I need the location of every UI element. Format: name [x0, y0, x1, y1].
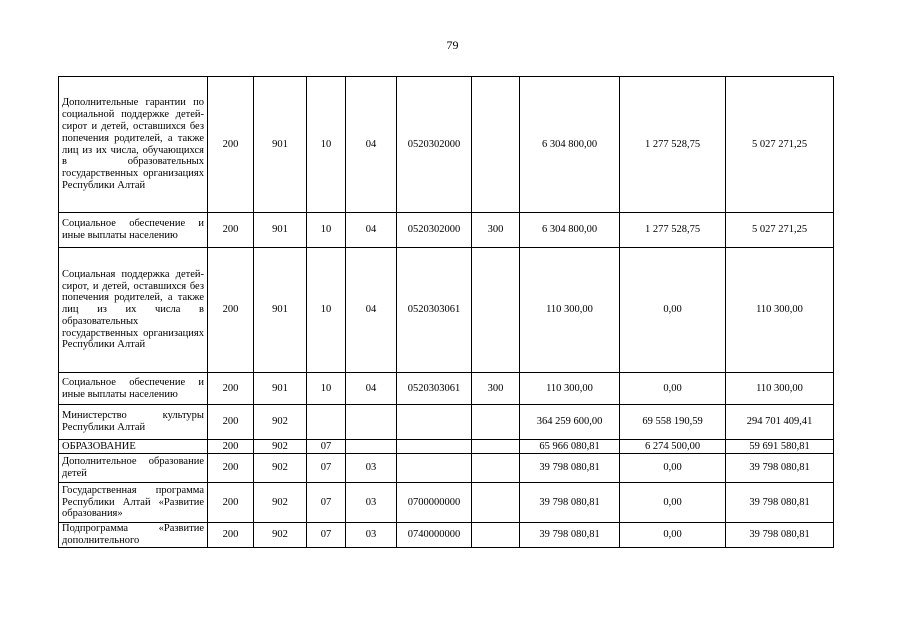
cell-section: 07: [307, 454, 346, 483]
cell-expense: [472, 405, 520, 440]
cell-ministry: 902: [254, 483, 307, 523]
cell-ministry: 902: [254, 440, 307, 454]
cell-expense: [472, 483, 520, 523]
cell-target: 0520303061: [397, 373, 472, 405]
cell-subsection: 04: [346, 248, 397, 373]
cell-planned: 110 300,00: [520, 373, 620, 405]
cell-remaining: 5 027 271,25: [726, 77, 834, 213]
cell-expense: [472, 440, 520, 454]
cell-code: 200: [208, 440, 254, 454]
cell-ministry: 901: [254, 213, 307, 248]
cell-code: 200: [208, 483, 254, 523]
cell-section: 10: [307, 373, 346, 405]
cell-name: Государственная программа Республики Алтай «Развитие образования»: [59, 483, 208, 523]
cell-expense: 300: [472, 373, 520, 405]
cell-target: [397, 405, 472, 440]
cell-section: 10: [307, 77, 346, 213]
table-row: [59, 405, 834, 440]
page-number: 79: [446, 38, 459, 52]
cell-section: 10: [307, 213, 346, 248]
cell-executed: 1 277 528,75: [620, 77, 726, 213]
cell-expense: [472, 523, 520, 548]
cell-code: 200: [208, 405, 254, 440]
cell-subsection: [346, 440, 397, 454]
cell-expense: [472, 77, 520, 213]
cell-code: 200: [208, 77, 254, 213]
cell-subsection: [346, 405, 397, 440]
cell-subsection: 03: [346, 454, 397, 483]
cell-name: Дополнительное образование детей: [59, 454, 208, 483]
table-row: [59, 454, 834, 483]
cell-executed: 6 274 500,00: [620, 440, 726, 454]
cell-section: 07: [307, 483, 346, 523]
cell-target: 0700000000: [397, 483, 472, 523]
cell-executed: 0,00: [620, 373, 726, 405]
cell-subsection: 03: [346, 483, 397, 523]
cell-planned: 39 798 080,81: [520, 454, 620, 483]
cell-name: Социальное обеспечение и иные выплаты населению: [59, 373, 208, 405]
cell-subsection: 04: [346, 77, 397, 213]
cell-subsection: 03: [346, 523, 397, 548]
cell-code: 200: [208, 248, 254, 373]
table-row: [59, 483, 834, 523]
cell-section: [307, 405, 346, 440]
cell-remaining: 59 691 580,81: [726, 440, 834, 454]
budget-table: [58, 76, 834, 548]
table-row: [59, 373, 834, 405]
cell-target: [397, 440, 472, 454]
cell-planned: 39 798 080,81: [520, 483, 620, 523]
cell-planned: 6 304 800,00: [520, 213, 620, 248]
cell-remaining: 110 300,00: [726, 248, 834, 373]
cell-executed: 0,00: [620, 483, 726, 523]
cell-ministry: 901: [254, 248, 307, 373]
cell-name: Социальная поддержка детей-сирот, и детей, оставшихся без попечения родителей, а также лиц из их числа в образовательных государственных организациях Республики Алтай: [59, 248, 208, 373]
cell-planned: 39 798 080,81: [520, 523, 620, 548]
cell-remaining: 294 701 409,41: [726, 405, 834, 440]
cell-code: 200: [208, 213, 254, 248]
cell-code: 200: [208, 373, 254, 405]
cell-expense: 300: [472, 213, 520, 248]
cell-remaining: 5 027 271,25: [726, 213, 834, 248]
table-row: [59, 440, 834, 454]
cell-section: 07: [307, 440, 346, 454]
cell-target: [397, 454, 472, 483]
table-row: [59, 248, 834, 373]
table-row: [59, 523, 834, 548]
cell-subsection: 04: [346, 213, 397, 248]
cell-ministry: 902: [254, 523, 307, 548]
cell-planned: 110 300,00: [520, 248, 620, 373]
cell-section: 07: [307, 523, 346, 548]
cell-target: 0740000000: [397, 523, 472, 548]
cell-executed: 0,00: [620, 248, 726, 373]
cell-name: ОБРАЗОВАНИЕ: [59, 440, 208, 454]
cell-ministry: 901: [254, 77, 307, 213]
cell-remaining: 39 798 080,81: [726, 454, 834, 483]
cell-target: 0520303061: [397, 248, 472, 373]
cell-remaining: 39 798 080,81: [726, 483, 834, 523]
cell-ministry: 902: [254, 454, 307, 483]
cell-name: Министерство культуры Республики Алтай: [59, 405, 208, 440]
cell-executed: 0,00: [620, 523, 726, 548]
cell-ministry: 901: [254, 373, 307, 405]
cell-ministry: 902: [254, 405, 307, 440]
cell-planned: 65 966 080,81: [520, 440, 620, 454]
cell-executed: 0,00: [620, 454, 726, 483]
cell-subsection: 04: [346, 373, 397, 405]
cell-expense: [472, 248, 520, 373]
cell-planned: 364 259 600,00: [520, 405, 620, 440]
cell-name: Дополнительные гарантии по социальной поддержке детей-сирот и детей, оставшихся без попечения родителей, а также лиц из их числа, обучающихся в образовательных государственных организациях Республики Алтай: [59, 77, 208, 213]
cell-target: 0520302000: [397, 77, 472, 213]
table-row: [59, 77, 834, 213]
cell-remaining: 39 798 080,81: [726, 523, 834, 548]
cell-code: 200: [208, 454, 254, 483]
cell-target: 0520302000: [397, 213, 472, 248]
cell-planned: 6 304 800,00: [520, 77, 620, 213]
cell-executed: 69 558 190,59: [620, 405, 726, 440]
cell-code: 200: [208, 523, 254, 548]
cell-remaining: 110 300,00: [726, 373, 834, 405]
cell-name: Социальное обеспечение и иные выплаты населению: [59, 213, 208, 248]
cell-expense: [472, 454, 520, 483]
table-row: [59, 213, 834, 248]
cell-name: Подпрограмма «Развитие дополнительного: [59, 523, 208, 548]
cell-executed: 1 277 528,75: [620, 213, 726, 248]
cell-section: 10: [307, 248, 346, 373]
